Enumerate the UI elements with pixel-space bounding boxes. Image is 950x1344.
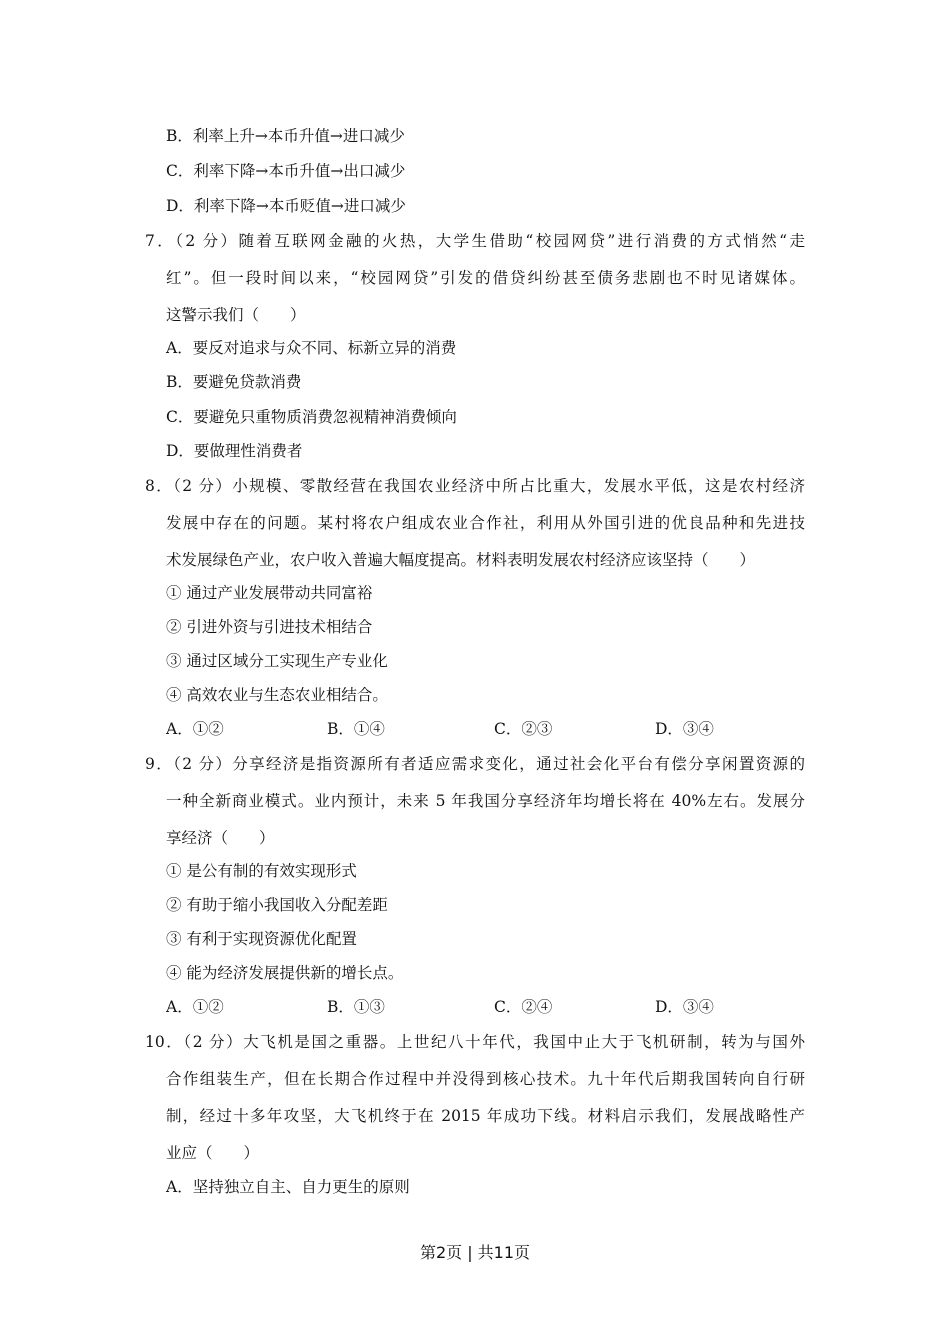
q8-option-a: A．①②: [166, 720, 224, 738]
page-footer: 第2页 | 共11页: [419, 1243, 531, 1262]
q9-stem-line2: 一种全新商业模式。业内预计，未来 5 年我国分享经济年均增长将在 40%左右。发展分: [166, 792, 805, 810]
q8-statement-2: ② 引进外资与引进技术相结合: [166, 618, 373, 636]
q9-statement-1: ① 是公有制的有效实现形式: [166, 862, 357, 880]
q9-option-c: C．②④: [494, 998, 553, 1016]
q8-stem-line2: 发展中存在的问题。某村将农户组成农业合作社，利用从外国引进的优良品种和先进技: [166, 514, 805, 532]
q10-option-a: A．坚持独立自主、自力更生的原则: [166, 1178, 410, 1196]
q9-option-b: B．①③: [327, 998, 385, 1016]
q7-stem-line2: 红”。但一段时间以来，“校园网贷”引发的借贷纠纷甚至债务悲剧也不时见诸媒体。: [166, 269, 805, 287]
q9-statement-4: ④ 能为经济发展提供新的增长点。: [166, 964, 404, 982]
q10-stem-line1: 10．（2 分）大飞机是国之重器。上世纪八十年代，我国中止大于飞机研制，转为与国外: [145, 1033, 805, 1051]
q8-statement-4: ④ 高效农业与生态农业相结合。: [166, 686, 388, 704]
q8-option-d: D．③④: [655, 720, 714, 738]
q9-stem-line3: 享经济（ ）: [166, 829, 275, 847]
q8-option-c: C．②③: [494, 720, 553, 738]
q8-statement-1: ① 通过产业发展带动共同富裕: [166, 584, 373, 602]
q8-option-b: B．①④: [327, 720, 385, 738]
q6-option-c: C．利率下降→本币升值→出口减少: [166, 162, 406, 180]
q10-stem-line4: 业应（ ）: [166, 1144, 260, 1162]
q7-option-b: B．要避免贷款消费: [166, 373, 302, 391]
q8-stem-line1: 8．（2 分）小规模、零散经营在我国农业经济中所占比重大，发展水平低，这是农村经济: [145, 477, 805, 495]
q6-option-d: D．利率下降→本币贬值→进口减少: [166, 197, 406, 215]
q8-stem-line3: 术发展绿色产业，农户收入普遍大幅度提高。材料表明发展农村经济应该坚持（ ）: [166, 551, 756, 569]
q8-statement-3: ③ 通过区域分工实现生产专业化: [166, 652, 388, 670]
q9-statement-2: ② 有助于缩小我国收入分配差距: [166, 896, 388, 914]
q9-statement-3: ③ 有利于实现资源优化配置: [166, 930, 357, 948]
q9-option-d: D．③④: [655, 998, 714, 1016]
q7-stem-line1: 7．（2 分）随着互联网金融的火热，大学生借助“校园网贷”进行消费的方式悄然“走: [145, 232, 805, 250]
q7-stem-line3: 这警示我们（ ）: [166, 306, 306, 324]
q7-option-d: D．要做理性消费者: [166, 442, 303, 460]
q7-option-c: C．要避免只重物质消费忽视精神消费倾向: [166, 408, 457, 426]
q9-stem-line1: 9．（2 分）分享经济是指资源所有者适应需求变化，通过社会化平台有偿分享闲置资源的: [145, 755, 805, 773]
q7-option-a: A．要反对追求与众不同、标新立异的消费: [166, 339, 457, 357]
q10-stem-line3: 制，经过十多年攻坚，大飞机终于在 2015 年成功下线。材料启示我们，发展战略性产: [166, 1107, 805, 1125]
q6-option-b: B．利率上升→本币升值→进口减少: [166, 127, 405, 145]
q9-option-a: A．①②: [166, 998, 224, 1016]
q10-stem-line2: 合作组装生产，但在长期合作过程中并没得到核心技术。九十年代后期我国转向自行研: [166, 1070, 805, 1088]
